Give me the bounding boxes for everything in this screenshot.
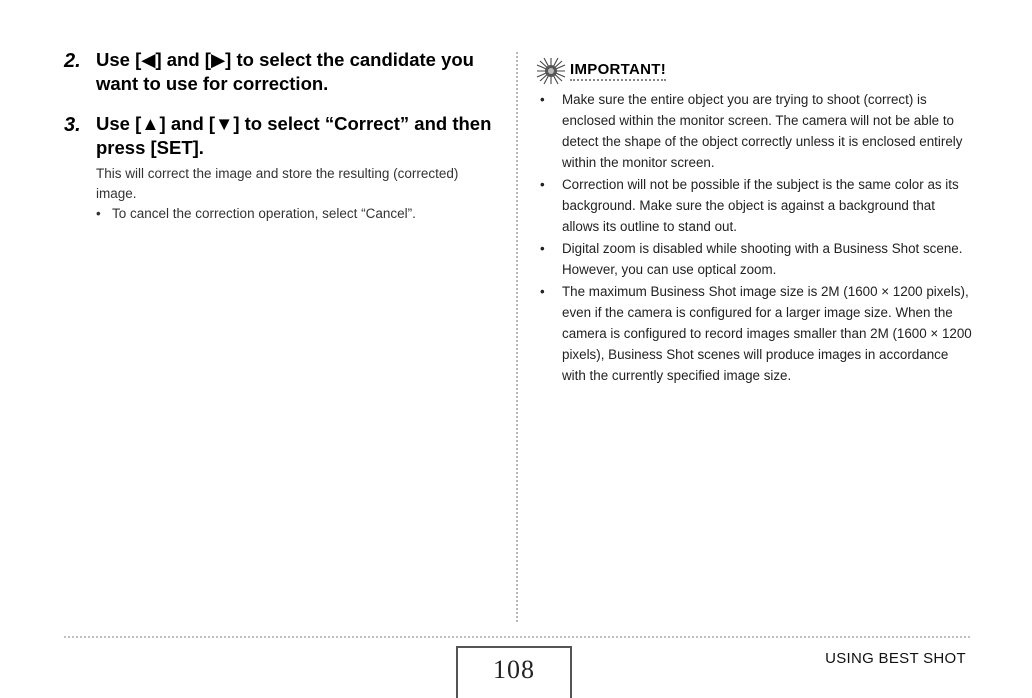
column-divider (516, 52, 518, 622)
bullet-icon: • (540, 92, 545, 107)
bullet-text: To cancel the correction operation, select “Cancel”. (112, 206, 416, 221)
step-title: Use [▲] and [▼] to select “Correct” and then press [SET]. (96, 113, 492, 158)
list-item (538, 174, 974, 237)
step-title: Use [◀] and [▶] to select the candidate you want to use for correction. (96, 49, 474, 94)
bullet-icon: • (540, 284, 545, 299)
item-text: The maximum Business Shot image size is 2M (1600 × 1200 pixels), even if the camera is configured for a larger image size. When the camera is configured to record images smaller than 2M (1600 × 1200 pixels), Business Shot scenes will produce images in accordance with the currently specified image size. (562, 284, 972, 383)
item-text: Correction will not be possible if the subject is the same color as its background. Make sure the object is against a background that allows its outline to stand out. (562, 177, 959, 234)
important-column (534, 57, 974, 387)
item-text: Digital zoom is disabled while shooting with a Business Shot scene. However, you can use optical zoom. (562, 241, 963, 277)
page-number-box (456, 646, 572, 698)
step-number: 2. (64, 50, 81, 72)
instructions-column (64, 48, 494, 234)
step-2 (64, 48, 494, 96)
bullet-icon: • (540, 241, 545, 256)
list-item (96, 204, 494, 224)
item-text: Make sure the entire object you are trying to shoot (correct) is enclosed within the monitor screen. The camera will not be able to detect the shape of the object correctly unless it is enclosed entirely within the monitor screen. (562, 92, 963, 170)
important-heading: IMPORTANT! (570, 61, 666, 81)
list-item (538, 281, 974, 386)
important-header (534, 57, 974, 85)
bullet-icon: • (540, 177, 545, 192)
starburst-icon (534, 57, 568, 85)
bullet-icon: • (96, 206, 101, 221)
step-3 (64, 112, 494, 224)
list-item (538, 89, 974, 173)
step-number: 3. (64, 114, 81, 136)
step-description: This will correct the image and store the resulting (corrected) image. (96, 166, 459, 201)
footer-divider (64, 636, 970, 638)
page-number: 108 (493, 655, 535, 684)
section-title: USING BEST SHOT (825, 650, 966, 667)
list-item (538, 238, 974, 280)
important-list (538, 89, 974, 386)
